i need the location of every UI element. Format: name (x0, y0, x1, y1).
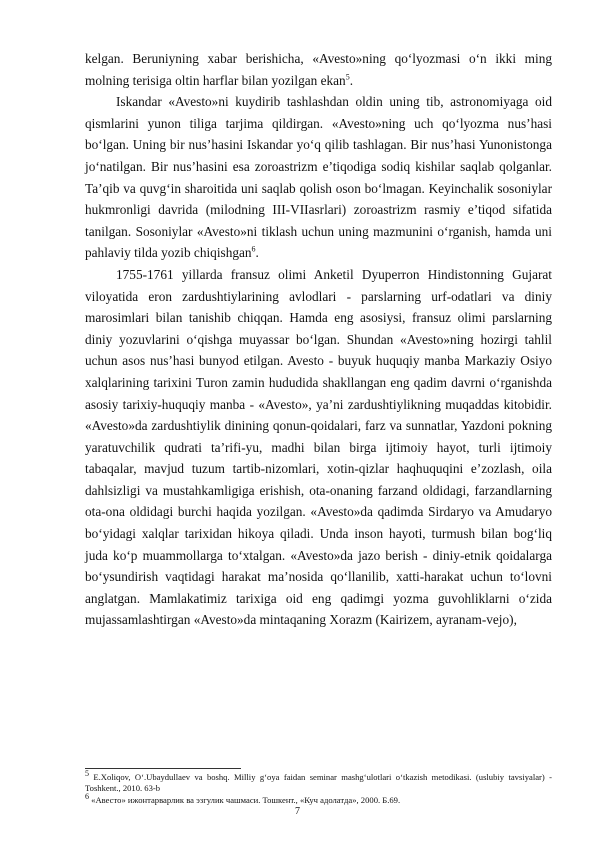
footnote-5 (85, 769, 552, 795)
paragraph-1-text: kelgan. Beruniyning xabar berishicha, «Avesto»ning qo‘lyozmasi o‘n ikki ming molning terisiga oltin harflar bilan yozilgan ekan (85, 51, 552, 88)
document-body (85, 48, 552, 631)
paragraph-1-tail: . (349, 72, 354, 88)
page-number: 7 (295, 806, 300, 817)
paragraph-2-text: Iskandar «Avesto»ni kuydirib tashlashdan oldin uning tib, astronomiyaga oid qismlarini yunon tiliga tarjima qildirgan. «Avesto»ning uch qo‘lyozma nus’hasi bo‘lgan. Uning bir nus’hasini Iskandar yo‘q qilib tashlagan. Bir nus’hasi Yunonistonga jo‘natilgan. Bir nus’hasini esa zoroastrizm e’tiqodiga sodiq kishilar saqlab qolganlar. Ta’qib va quvg‘in sharoitida uni saqlab qolish oson bo‘lmagan. Keyinchalik sosoniylar hukmronligi davrida (milodning III-VIIasrlari) zoroastrizm rasmiy e’tiqod sifatida tanilgan. Sosoniylar «Avesto»ni tiklash uchun uning mazmunini o‘rganish, hamda uni pahlaviy tilda yozib chiqishgan (85, 94, 552, 261)
footnote-ref-6[interactable]: 6 (251, 244, 256, 254)
footnote-6-number: 6 (85, 791, 89, 801)
footnote-6-text: «Авесто» ижонтарварлик ва эзгулик чашмаси. Тошкент., «Куч адолатда», 2000. Б.69. (89, 794, 401, 805)
paragraph-3 (85, 264, 552, 631)
footnotes-section (85, 768, 552, 806)
footnote-6 (85, 791, 552, 806)
footnote-5-text: E.Xoliqov, O‘.Ubaydullaev va boshq. Milliy g‘oya faidan seminar mashg‘ulotlari o‘tkazish metodikasi. (uslubiy tavsiyalar) - Toshkent., 2010. 63-b (85, 772, 552, 794)
paragraph-1 (85, 48, 552, 91)
footnote-ref-5[interactable]: 5 (345, 72, 350, 82)
footnote-5-number: 5 (85, 769, 89, 779)
paragraph-2 (85, 91, 552, 264)
footnote-divider (85, 768, 241, 769)
paragraph-2-tail: . (255, 245, 259, 261)
paragraph-3-text: 1755-1761 yillarda fransuz olimi Anketil Dyuperron Hindistonning Gujarat viloyatida eron zardushtiylarining avlodlari - parslarning urf-odatlari va diniy marosimlari bilan tanishib chiqqan. Hamda eng asosiysi, fransuz olimi parslarning diniy yozuvlarini o‘qishga muyassar bo‘lgan. Shundan «Avesto»ning hozirgi tahlil uchun asos nus’hasi bunyod etilgan. Avesto - buyuk huquqiy manba Markaziy Osiyo xalqlarining tarixini Turon zamin hududida shakllangan eng qadim davrni o‘rganishda asosiy tarixiy-huquqiy manba - «Avesto», ya’ni zardushtiylikning muqaddas kitobidir. «Avesto»da zardushtiylik dinining qonun-qoidalari, farz va sunnatlar, Yazdoni pokning yaratuvchilik qudrati ta’rifi-yu, madhi bilan birga ijtimoiy hayot, turli ijtimoiy tabaqalar, mavjud tuzum tartib-nizomlari, xotin-qizlar haqhuquqini e’zozlash, oila dahlsizligi va mustahkamligiga erishish, ota-onaning farzand oldidagi, farzandlarning ota-ona oldidagi burchi haqida yozilgan. «Avesto»da qadimda Sirdaryo va Amudaryo bo‘yidagi xalqlar tarixidan hikoya qiladi. Unda inson hayoti, turmush bilan bog‘liq juda ko‘p muammollarga to‘xtalgan. «Avesto»da jazo berish - diniy-etnik qoidalarga bo‘ysundirish vaqtidagi harakat ma’nosida qo‘llanilib, xatti-harakat uchun to‘lovni anglatgan. Mamlakatimiz tarixiga oid eng qadimgi yozma guvohliklarni o‘zida mujassamlashtirgan «Avesto»da mintaqaning Xorazm (Kairizem, ayranam-vejo), (85, 266, 552, 628)
